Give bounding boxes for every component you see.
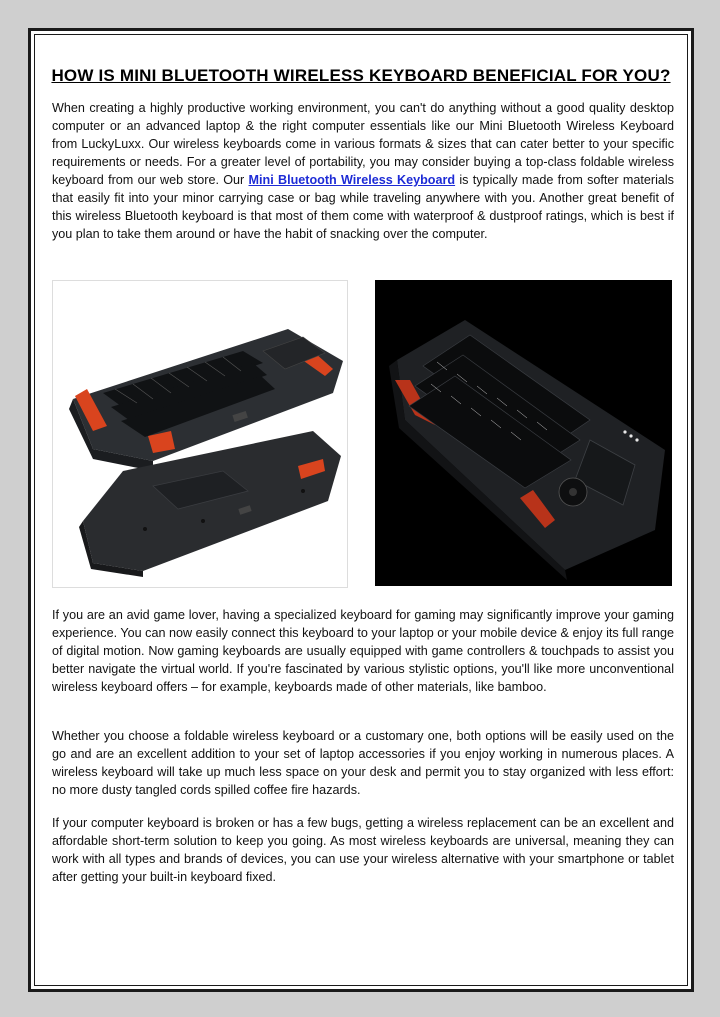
keyboard-angled-image [375, 280, 672, 586]
page-inner-border [34, 34, 688, 986]
intro-text-start: When creating a highly productive working environment, you can't do anything without a good quality desktop computer or an advanced laptop & the right computer essentials like our Mini Bluetooth Wireless Keyboard from LuckyLuxx. Our wireless keyboards come in various formats & sizes that can cater better to your specific requirements or needs. For a greater level of portability, you may consider buying a top-class foldable wireless keyboard from our web store. Our [52, 101, 674, 187]
keyboard-front-back-image [52, 280, 348, 588]
replacement-paragraph: If your computer keyboard is broken or has a few bugs, getting a wireless replacement can be an excellent and affordable short-term solution to keep you going. As most wireless keyboards are universal, meaning they can work with all types and brands of devices, you can use your wireless alternative with your smartphone or tablet after getting your built-in keyboard fixed. [52, 816, 674, 884]
page-title: HOW IS MINI BLUETOOTH WIRELESS KEYBOARD BENEFICIAL FOR YOU? [51, 66, 671, 85]
gaming-paragraph: If you are an avid game lover, having a specialized keyboard for gaming may significantly improve your gaming experience. You can now easily connect this keyboard to your laptop or your mobile device & enjoy its full range of digital motion. Now gaming keyboards are usually equipped with game controllers & touchpads to assist you better navigate the virtual world. If you're fascinated by various stylistic options, you'll like more unconventional wireless keyboard offers – for example, keyboards made of other materials, like bamboo. [52, 608, 674, 694]
page-border [28, 28, 694, 992]
portability-paragraph: Whether you choose a foldable wireless keyboard or a customary one, both options will be easily used on the go and are an excellent addition to your set of laptop accessories if you enjoy working in numerous places. A wireless keyboard will take up much less space on your desk and permit you to stay organized with less effort: no more dusty tangled cords spilled coffee fire hazards. [52, 729, 674, 797]
intro-paragraph [52, 99, 674, 243]
intro-text-end: is typically made from softer materials that easily fit into your minor carrying case or bag while traveling anywhere with you. Another great benefit of this wireless Bluetooth keyboard is that most of them come with waterproof & dustproof ratings, which is best if you plan to take them around or have the habit of snacking over the computer. [52, 173, 674, 241]
product-link[interactable]: Mini Bluetooth Wireless Keyboard [248, 173, 456, 187]
